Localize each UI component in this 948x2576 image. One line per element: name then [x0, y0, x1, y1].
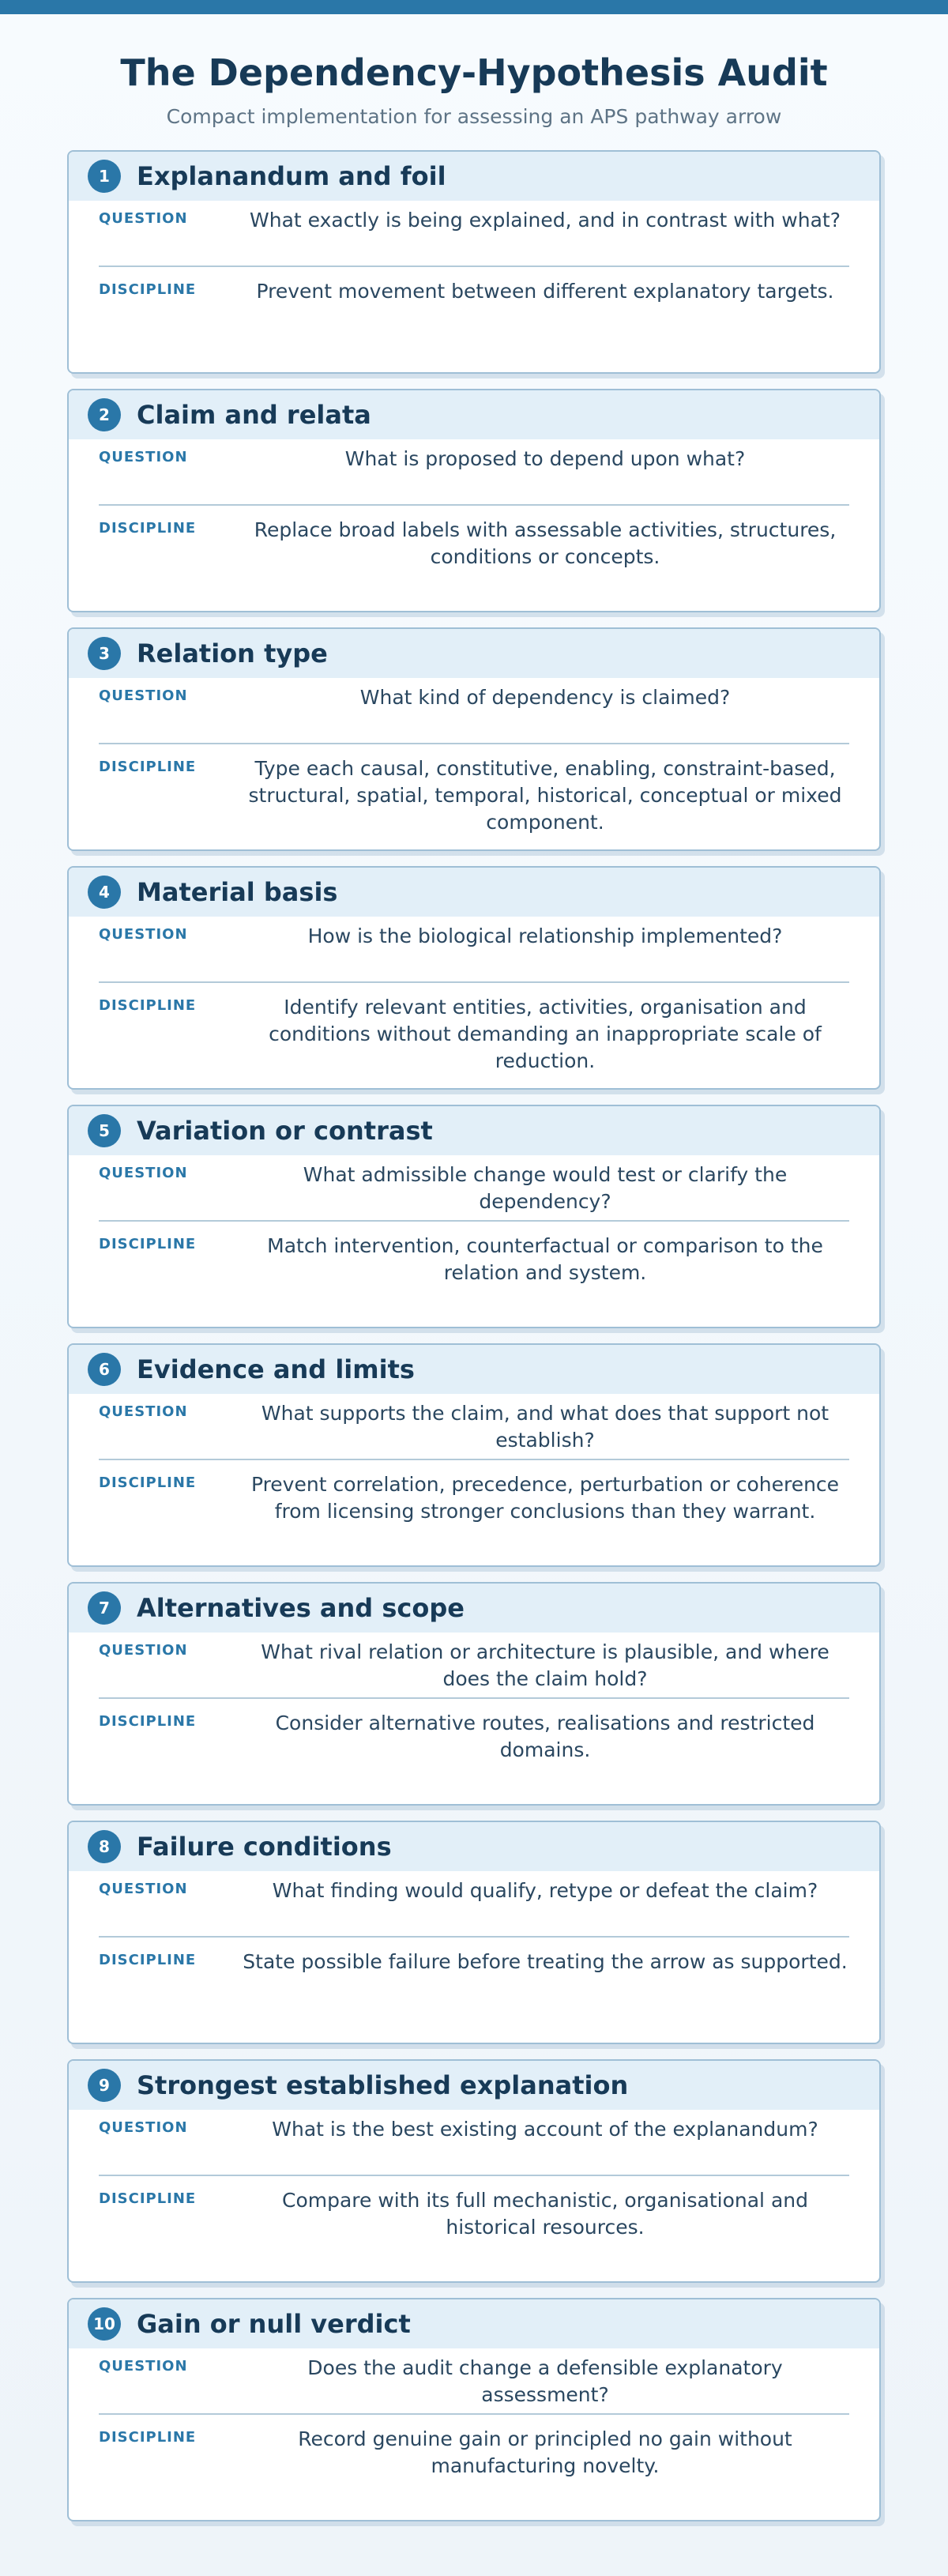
- card-title: Variation or contrast: [137, 1116, 433, 1146]
- question-label: QUESTION: [99, 687, 188, 704]
- page-header: [0, 47, 948, 130]
- page-title: The Dependency-Hypothesis Audit: [120, 51, 828, 94]
- card-title: Failure conditions: [137, 1832, 392, 1862]
- discipline-label: DISCIPLINE: [99, 281, 197, 298]
- discipline-row: [99, 517, 849, 571]
- card-header: [69, 390, 879, 439]
- discipline-label: DISCIPLINE: [99, 759, 197, 775]
- discipline-text: State possible failure before treating the arrow as supported.: [243, 1950, 848, 1973]
- card-header: [69, 1106, 879, 1155]
- discipline-label: DISCIPLINE: [99, 1713, 197, 1730]
- question-label: QUESTION: [99, 2119, 188, 2136]
- discipline-label: DISCIPLINE: [99, 1236, 197, 1252]
- step-number-badge: 7: [88, 1591, 121, 1625]
- discipline-row: [99, 1710, 849, 1764]
- discipline-label: DISCIPLINE: [99, 1474, 197, 1491]
- audit-card: [67, 150, 881, 374]
- audit-card: [67, 1582, 881, 1806]
- discipline-label: DISCIPLINE: [99, 2190, 197, 2207]
- row-divider: [99, 743, 849, 744]
- step-number-badge: 10: [88, 2307, 121, 2341]
- discipline-label: DISCIPLINE: [99, 520, 197, 537]
- card-header: [69, 1345, 879, 1394]
- question-text: What exactly is being explained, and in contrast with what?: [250, 209, 841, 232]
- audit-card: [67, 2059, 881, 2283]
- question-label: QUESTION: [99, 1403, 188, 1420]
- row-divider: [99, 1220, 849, 1222]
- step-number-badge: 1: [88, 160, 121, 193]
- question-text: What is the best existing account of the explanandum?: [272, 2118, 818, 2141]
- question-text: How is the biological relationship implemented?: [307, 925, 783, 947]
- step-number-badge: 8: [88, 1830, 121, 1863]
- card-title: Claim and relata: [137, 400, 371, 430]
- discipline-text: Compare with its full mechanistic, organisational and historical resources.: [282, 2189, 808, 2239]
- step-number-badge: 5: [88, 1114, 121, 1147]
- discipline-text: Replace broad labels with assessable activities, structures, conditions or concepts.: [254, 518, 837, 568]
- discipline-text: Consider alternative routes, realisations and restricted domains.: [275, 1712, 815, 1761]
- audit-card: [67, 2298, 881, 2521]
- question-text: What is proposed to depend upon what?: [344, 447, 746, 470]
- discipline-row: [99, 755, 849, 836]
- question-label: QUESTION: [99, 210, 188, 227]
- question-row: [99, 1639, 849, 1693]
- question-label: QUESTION: [99, 926, 188, 943]
- question-row: [99, 2116, 849, 2143]
- discipline-label: DISCIPLINE: [99, 997, 197, 1014]
- step-number-badge: 9: [88, 2069, 121, 2102]
- discipline-text: Type each causal, constitutive, enabling, constraint-based, structural, spatial, temporal, historical, conceptual or mixed component.: [248, 757, 842, 834]
- card-header: [69, 1822, 879, 1871]
- question-text: Does the audit change a defensible explanatory assessment?: [307, 2356, 783, 2406]
- question-label: QUESTION: [99, 1165, 188, 1181]
- question-row: [99, 1877, 849, 1904]
- question-row: [99, 1162, 849, 1215]
- question-row: [99, 446, 849, 473]
- top-accent-bar: [0, 0, 948, 14]
- question-text: What supports the claim, and what does that support not establish?: [261, 1402, 830, 1452]
- card-title: Material basis: [137, 877, 338, 907]
- question-row: [99, 2355, 849, 2408]
- discipline-text: Identify relevant entities, activities, organisation and conditions without demanding an inappropriate scale of reduction.: [269, 996, 822, 1072]
- question-text: What admissible change would test or clarify the dependency?: [303, 1163, 788, 1213]
- discipline-label: DISCIPLINE: [99, 2429, 197, 2446]
- card-title: Gain or null verdict: [137, 2309, 411, 2339]
- discipline-row: [99, 1233, 849, 1286]
- card-header: [69, 2061, 879, 2110]
- question-label: QUESTION: [99, 2358, 188, 2375]
- card-title: Explanandum and foil: [137, 161, 446, 191]
- question-text: What kind of dependency is claimed?: [359, 686, 731, 709]
- step-number-badge: 3: [88, 637, 121, 670]
- step-number-badge: 2: [88, 398, 121, 431]
- discipline-row: [99, 2187, 849, 2241]
- row-divider: [99, 2413, 849, 2415]
- question-row: [99, 684, 849, 711]
- card-title: Evidence and limits: [137, 1354, 415, 1384]
- discipline-row: [99, 1949, 849, 1975]
- row-divider: [99, 1697, 849, 1699]
- row-divider: [99, 2175, 849, 2176]
- audit-card: [67, 1105, 881, 1328]
- card-header: [69, 2299, 879, 2348]
- discipline-row: [99, 994, 849, 1075]
- card-title: Strongest established explanation: [137, 2070, 629, 2100]
- row-divider: [99, 981, 849, 983]
- discipline-text: Prevent movement between different explanatory targets.: [256, 280, 834, 303]
- audit-card-list: [67, 150, 881, 2536]
- row-divider: [99, 504, 849, 506]
- card-header: [69, 1584, 879, 1633]
- discipline-row: [99, 2426, 849, 2480]
- row-divider: [99, 1459, 849, 1460]
- step-number-badge: 4: [88, 876, 121, 909]
- question-label: QUESTION: [99, 1881, 188, 1897]
- audit-card: [67, 866, 881, 1090]
- row-divider: [99, 266, 849, 267]
- discipline-text: Prevent correlation, precedence, perturbation or coherence from licensing stronger conclusions than they warrant.: [250, 1473, 840, 1523]
- discipline-text: Match intervention, counterfactual or comparison to the relation and system.: [267, 1234, 823, 1284]
- discipline-row: [99, 278, 849, 305]
- question-row: [99, 1400, 849, 1454]
- question-text: What rival relation or architecture is plausible, and where does the claim hold?: [261, 1640, 830, 1690]
- question-row: [99, 207, 849, 234]
- discipline-row: [99, 1471, 849, 1525]
- question-label: QUESTION: [99, 1642, 188, 1659]
- discipline-text: Record genuine gain or principled no gain without manufacturing novelty.: [298, 2427, 792, 2477]
- card-header: [69, 152, 879, 201]
- question-label: QUESTION: [99, 449, 188, 465]
- card-title: Alternatives and scope: [137, 1593, 465, 1623]
- audit-card: [67, 389, 881, 612]
- page-subtitle: Compact implementation for assessing an APS pathway arrow: [166, 105, 782, 128]
- card-header: [69, 629, 879, 678]
- audit-card: [67, 1821, 881, 2044]
- audit-card: [67, 1343, 881, 1567]
- discipline-label: DISCIPLINE: [99, 1952, 197, 1968]
- question-row: [99, 923, 849, 950]
- card-title: Relation type: [137, 638, 328, 668]
- card-header: [69, 868, 879, 917]
- question-text: What finding would qualify, retype or defeat the claim?: [272, 1879, 818, 1902]
- row-divider: [99, 1936, 849, 1938]
- audit-card: [67, 627, 881, 851]
- step-number-badge: 6: [88, 1353, 121, 1386]
